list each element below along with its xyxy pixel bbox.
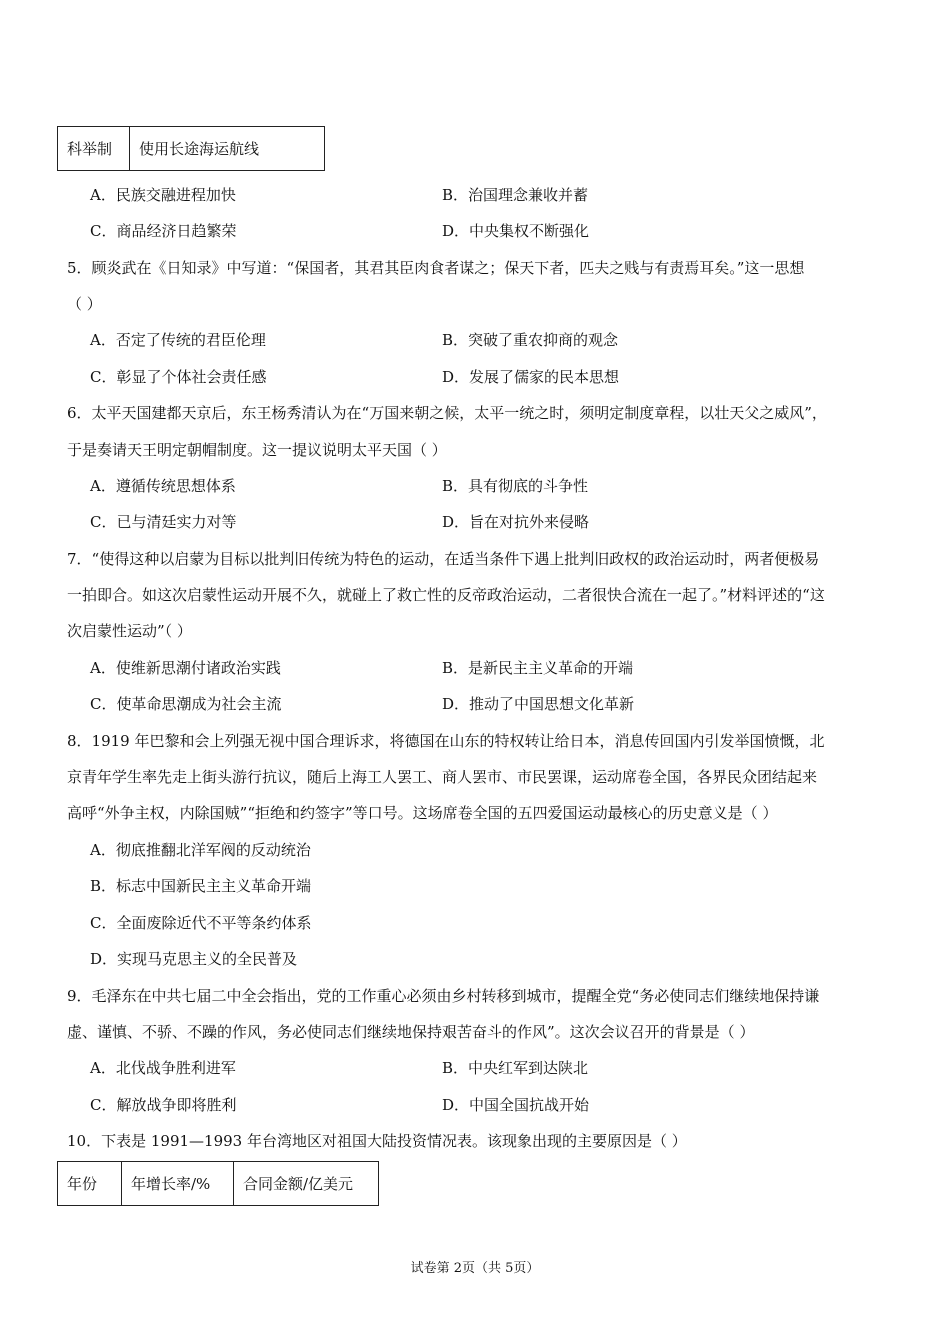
table-header-cell: 合同金额/亿美元 xyxy=(234,1162,379,1206)
q8-stem-line1: 8．1919 年巴黎和会上列强无视中国合理诉求，将德国在山东的特权转让给日本，消息传回国内引发举国愤慨，北 xyxy=(67,732,825,750)
q8-option-b: B．标志中国新民主主义革命开端 xyxy=(90,877,312,895)
q8-option-a: A．彻底推翻北洋军阀的反动统治 xyxy=(90,841,311,859)
q5-option-c: C．彰显了个体社会责任感 xyxy=(90,368,267,386)
q4-option-a: A．民族交融进程加快 xyxy=(90,186,236,204)
q7-option-d: D．推动了中国思想文化革新 xyxy=(442,695,635,713)
q7-option-c: C．使革命思潮成为社会主流 xyxy=(90,695,282,713)
q9-option-a: A．北伐战争胜利进军 xyxy=(90,1059,236,1077)
q4-option-b: B．治国理念兼收并蓄 xyxy=(442,186,589,204)
q9-stem-line1: 9．毛泽东在中共七届二中全会指出，党的工作重心必须由乡村转移到城市，提醒全党“务必使同志们继续地保持谦 xyxy=(67,987,820,1005)
q5-stem-line1: 5．顾炎武在《日知录》中写道：“保国者，其君其臣肉食者谋之；保天下者，匹夫之贱与有责焉耳矣。”这一思想 xyxy=(67,259,805,277)
q6-stem-line2: 于是奏请天王明定朝帽制度。这一提议说明太平天国（ ） xyxy=(67,441,447,459)
q6-option-b: B．具有彻底的斗争性 xyxy=(442,477,589,495)
q6-option-c: C．已与清廷实力对等 xyxy=(90,513,237,531)
page-footer: 试卷第 2页（共 5页） xyxy=(410,1261,540,1276)
q9-option-b: B．中央红军到达陕北 xyxy=(442,1059,589,1077)
q8-stem-line3: 高呼“外争主权，内除国贼”“拒绝和约签字”等口号。这场席卷全国的五四爱国运动最核心的历史意义是（ ） xyxy=(67,804,778,822)
table-header-cell: 年增长率/% xyxy=(122,1162,234,1206)
q6-option-d: D．旨在对抗外来侵略 xyxy=(442,513,590,531)
table-cell: 科举制 xyxy=(58,127,130,171)
q7-option-a: A．使维新思潮付诸政治实践 xyxy=(90,659,281,677)
q5-stem-line2: （ ） xyxy=(67,295,102,313)
q8-stem-line2: 京青年学生率先走上街头游行抗议，随后上海工人罢工、商人罢市、市民罢课，运动席卷全国，各界民众团结起来 xyxy=(67,768,818,786)
q7-stem-line3: 次启蒙性运动”（ ） xyxy=(67,622,192,640)
q8-option-d: D．实现马克思主义的全民普及 xyxy=(90,950,298,968)
q8-option-c: C．全面废除近代不平等条约体系 xyxy=(90,914,312,932)
q6-stem-line1: 6．太平天国建都天京后，东王杨秀清认为在“万国来朝之候，太平一统之时，须明定制度章程，以壮天父之威风”， xyxy=(67,404,827,422)
q10-table xyxy=(57,1161,379,1206)
table-row xyxy=(58,1162,379,1206)
q7-stem-line1: 7．“使得这种以启蒙为目标以批判旧传统为特色的运动，在适当条件下遇上批判旧政权的政治运动时，两者便极易 xyxy=(67,550,820,568)
q5-option-a: A．否定了传统的君臣伦理 xyxy=(90,331,266,349)
table-header-cell: 年份 xyxy=(58,1162,122,1206)
q5-option-b: B．突破了重农抑商的观念 xyxy=(442,331,619,349)
q4-option-c: C．商品经济日趋繁荣 xyxy=(90,222,237,240)
q6-option-a: A．遵循传统思想体系 xyxy=(90,477,236,495)
top-table xyxy=(57,126,325,171)
q4-option-d: D．中央集权不断强化 xyxy=(442,222,590,240)
q5-option-d: D．发展了儒家的民本思想 xyxy=(442,368,620,386)
table-row xyxy=(58,127,325,171)
q7-stem-line2: 一拍即合。如这次启蒙性运动开展不久，就碰上了救亡性的反帝政治运动，二者很快合流在一起了。”材料评述的“这 xyxy=(67,586,825,604)
q9-option-d: D．中国全国抗战开始 xyxy=(442,1096,590,1114)
table-cell: 使用长途海运航线 xyxy=(130,127,325,171)
q7-option-b: B．是新民主主义革命的开端 xyxy=(442,659,634,677)
q9-option-c: C．解放战争即将胜利 xyxy=(90,1096,237,1114)
q10-stem-line1: 10．下表是 1991—1993 年台湾地区对祖国大陆投资情况表。该现象出现的主要原因是（ ） xyxy=(67,1132,687,1150)
q9-stem-line2: 虚、谨慎、不骄、不躁的作风，务必使同志们继续地保持艰苦奋斗的作风”。这次会议召开的背景是（ ） xyxy=(67,1023,755,1041)
